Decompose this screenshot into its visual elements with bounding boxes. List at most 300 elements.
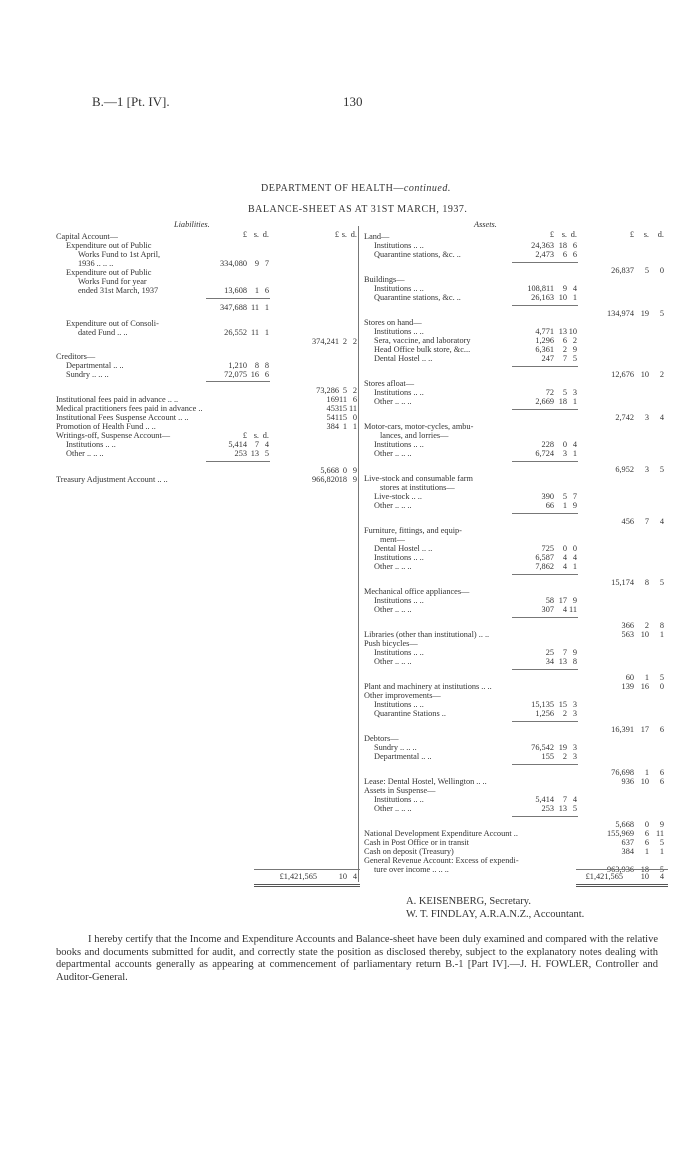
row-label: ment— bbox=[380, 535, 405, 544]
total-shillings: 11 bbox=[339, 395, 347, 404]
subtotal-rule bbox=[512, 461, 578, 462]
row-label: Sera, vaccine, and laboratory bbox=[374, 336, 471, 345]
row-label: Other .. .. .. bbox=[374, 501, 412, 510]
amount-pounds: 15,135 bbox=[531, 700, 554, 709]
total-pence: 9 bbox=[659, 820, 664, 829]
total-pounds: 155,969 bbox=[607, 829, 634, 838]
total-pounds: 456 bbox=[621, 517, 634, 526]
amount-pounds: 347,688 bbox=[220, 303, 247, 312]
column-divider bbox=[358, 226, 359, 882]
amount-pounds: 155 bbox=[541, 752, 554, 761]
row-label: Institutions .. .. bbox=[374, 795, 424, 804]
row-label: Institutions .. .. bbox=[374, 327, 424, 336]
amount-pounds: 24,363 bbox=[531, 241, 554, 250]
total-pounds: 6,952 bbox=[615, 465, 634, 474]
department-name: DEPARTMENT OF HEALTH— bbox=[261, 183, 404, 194]
total-shillings: 17 bbox=[640, 725, 649, 734]
total-pence: 0 bbox=[659, 682, 664, 691]
row-label: Lease: Dental Hostel, Wellington .. .. bbox=[364, 777, 487, 786]
row-label: Institutional fees paid in advance .. .. bbox=[56, 395, 179, 404]
subtotal-rule bbox=[512, 305, 578, 306]
amount-pounds: 307 bbox=[541, 605, 554, 614]
total-pounds: 26,837 bbox=[611, 266, 634, 275]
total-pence: 9 bbox=[352, 466, 357, 475]
total-pence: 1 bbox=[352, 422, 357, 431]
continued-label: continued. bbox=[403, 183, 451, 194]
total-pounds: 966,820 bbox=[312, 475, 339, 484]
amount-pounds: 6,361 bbox=[535, 345, 554, 354]
row-label: Works Fund for year bbox=[78, 277, 147, 286]
amount-pence: 6 bbox=[264, 286, 269, 295]
row-label: Assets in Suspense— bbox=[364, 786, 436, 795]
amount-pence: 8 bbox=[264, 361, 269, 370]
row-label: Other .. .. .. bbox=[374, 397, 412, 406]
row-label: Motor-cars, motor-cycles, ambu- bbox=[364, 422, 474, 431]
amount-shillings: s. bbox=[253, 431, 259, 440]
row-label: Other .. .. .. bbox=[374, 605, 412, 614]
total-shillings: 3 bbox=[644, 465, 649, 474]
row-label: Promotion of Health Fund .. .. bbox=[56, 422, 156, 431]
amount-pence: 4 bbox=[572, 284, 577, 293]
total-shillings: 1 bbox=[644, 673, 649, 682]
total-shillings: 18 bbox=[338, 475, 347, 484]
column-header: s. bbox=[643, 230, 649, 239]
row-label: Live-stock and consumable farm bbox=[364, 474, 473, 483]
amount-pence: d. bbox=[262, 431, 269, 440]
total-shillings: 6 bbox=[644, 838, 649, 847]
row-label: Sundry .. .. .. bbox=[374, 743, 417, 752]
amount-shillings: 7 bbox=[562, 795, 567, 804]
row-label: Institutions .. .. bbox=[374, 241, 424, 250]
row-label: Quarantine stations, &c. .. bbox=[374, 250, 461, 259]
total-pounds: 453 bbox=[326, 404, 339, 413]
amount-shillings: 6 bbox=[562, 336, 567, 345]
total-pence: 5 bbox=[659, 309, 664, 318]
amount-pounds: 1,210 bbox=[228, 361, 247, 370]
total-shillings: 3 bbox=[644, 413, 649, 422]
row-label: Quarantine Stations .. bbox=[374, 709, 446, 718]
column-header: £ bbox=[242, 230, 247, 239]
amount-pence: 9 bbox=[572, 648, 577, 657]
total-shillings: 19 bbox=[640, 309, 649, 318]
auditor-certificate: I hereby certify that the Income and Expenditure Accounts and Balance-sheet have been duly examined and compared with the relative books and documents submitted for audit, and correctly state the position as disclosed thereby, subject to the explanatory notes dealing with departmental accounts generally as appearing at commencement of parliamentary return B.-1 [Part IV].—J. H. FOWLER, Controller and Auditor-General. bbox=[56, 934, 658, 983]
row-label: Libraries (other than institutional) .. .. bbox=[364, 630, 490, 639]
row-label: Live-stock .. .. bbox=[374, 492, 422, 501]
amount-shillings: 6 bbox=[562, 250, 567, 259]
amount-pence: 9 bbox=[572, 345, 577, 354]
grand-total-rule bbox=[576, 869, 668, 870]
row-label: Works Fund to 1st April, bbox=[78, 250, 161, 259]
amount-pence: 0 bbox=[572, 544, 577, 553]
amount-shillings: 3 bbox=[562, 449, 567, 458]
amount-pence: 3 bbox=[572, 709, 577, 718]
total-pence: 6 bbox=[659, 725, 664, 734]
total-shillings: 7 bbox=[644, 517, 649, 526]
subtotal-rule bbox=[206, 298, 270, 299]
accountant-signature: W. T. FINDLAY, A.R.A.N.Z., Accountant. bbox=[406, 909, 585, 920]
amount-pence: 6 bbox=[264, 370, 269, 379]
amount-shillings: 2 bbox=[562, 709, 567, 718]
row-label: Institutional Fees Suspense Account .. .. bbox=[56, 413, 189, 422]
total-pounds: 12,676 bbox=[611, 370, 634, 379]
amount-pence: 10 bbox=[568, 327, 577, 336]
row-label: dated Fund .. .. bbox=[78, 328, 128, 337]
amount-pounds: 25 bbox=[545, 648, 554, 657]
grand-total-double-rule bbox=[254, 884, 360, 887]
column-header: £ bbox=[549, 230, 554, 239]
amount-pence: 3 bbox=[572, 752, 577, 761]
amount-pence: 11 bbox=[569, 605, 577, 614]
amount-pence: 2 bbox=[572, 336, 577, 345]
amount-pounds: 334,080 bbox=[220, 259, 247, 268]
total-shillings: 6 bbox=[644, 829, 649, 838]
amount-pounds: 26,552 bbox=[224, 328, 247, 337]
grand-total-rule bbox=[254, 869, 360, 870]
total-shillings: 5 bbox=[342, 386, 347, 395]
column-header: d. bbox=[262, 230, 269, 239]
amount-shillings: 11 bbox=[251, 328, 259, 337]
total-pence: 11 bbox=[349, 404, 357, 413]
amount-pounds: 2,473 bbox=[535, 250, 554, 259]
amount-pence: 9 bbox=[572, 596, 577, 605]
row-label: General Revenue Account: Excess of expendi- bbox=[364, 856, 519, 865]
amount-pence: 8 bbox=[572, 657, 577, 666]
subtotal-rule bbox=[512, 617, 578, 618]
total-shillings: 16 bbox=[640, 682, 649, 691]
amount-pounds: 34 bbox=[545, 657, 554, 666]
total-shillings: 2 bbox=[342, 337, 347, 346]
total-shillings: 1 bbox=[644, 847, 649, 856]
amount-pounds: £ bbox=[242, 431, 247, 440]
amount-pence: 5 bbox=[572, 804, 577, 813]
amount-pounds: 72,075 bbox=[224, 370, 247, 379]
total-pence: 9 bbox=[352, 475, 357, 484]
subtotal-rule bbox=[512, 721, 578, 722]
amount-shillings: 13 bbox=[250, 449, 259, 458]
total-shillings: 0 bbox=[342, 466, 347, 475]
row-label: Plant and machinery at institutions .. .. bbox=[364, 682, 492, 691]
assets-heading: Assets. bbox=[474, 220, 497, 229]
total-pounds: 541 bbox=[326, 413, 339, 422]
amount-shillings: 0 bbox=[562, 544, 567, 553]
row-label: Departmental .. .. bbox=[374, 752, 432, 761]
amount-pounds: 5,414 bbox=[228, 440, 247, 449]
row-label: stores at institutions— bbox=[380, 483, 455, 492]
row-label: Institutions .. .. bbox=[374, 596, 424, 605]
amount-pence: 6 bbox=[572, 241, 577, 250]
row-label: Cash in Post Office or in transit bbox=[364, 838, 469, 847]
total-pounds: 374,241 bbox=[312, 337, 339, 346]
amount-pounds: 13,608 bbox=[224, 286, 247, 295]
column-header: s. bbox=[253, 230, 259, 239]
amount-shillings: 9 bbox=[254, 259, 259, 268]
amount-pence: 1 bbox=[264, 303, 269, 312]
total-pounds: 73,286 bbox=[316, 386, 339, 395]
amount-shillings: 18 bbox=[558, 241, 567, 250]
total-shillings: 8 bbox=[644, 578, 649, 587]
row-label: Medical practitioners fees paid in advance .. bbox=[56, 404, 203, 413]
amount-shillings: 1 bbox=[254, 286, 259, 295]
amount-pounds: 2,669 bbox=[535, 397, 554, 406]
amount-pence: 4 bbox=[572, 440, 577, 449]
total-pence: 1 bbox=[659, 847, 664, 856]
amount-pence: 6 bbox=[572, 250, 577, 259]
row-label: Institutions .. .. bbox=[374, 553, 424, 562]
grand-total-pounds: £1,421,565 bbox=[585, 872, 623, 881]
row-label: lances, and lorries— bbox=[380, 431, 449, 440]
row-label: Sundry .. .. .. bbox=[66, 370, 109, 379]
subtotal-rule bbox=[512, 669, 578, 670]
total-pounds: 15,174 bbox=[611, 578, 634, 587]
amount-pence: 1 bbox=[572, 449, 577, 458]
balance-sheet-title: BALANCE-SHEET AS AT 31ST MARCH, 1937. bbox=[248, 204, 468, 215]
row-label: Institutions .. .. bbox=[374, 700, 424, 709]
amount-shillings: 11 bbox=[251, 303, 259, 312]
subtotal-rule bbox=[512, 764, 578, 765]
row-label: Institutions .. .. bbox=[374, 388, 424, 397]
row-label: Other .. .. .. bbox=[374, 562, 412, 571]
amount-shillings: 2 bbox=[562, 752, 567, 761]
row-label: Head Office bulk store, &c... bbox=[374, 345, 471, 354]
amount-shillings: 7 bbox=[254, 440, 259, 449]
total-shillings: 2 bbox=[644, 621, 649, 630]
page-number: 130 bbox=[343, 94, 363, 109]
total-pounds: 16,391 bbox=[611, 725, 634, 734]
amount-pence: 4 bbox=[264, 440, 269, 449]
amount-pence: 1 bbox=[264, 328, 269, 337]
total-pounds: 384 bbox=[326, 422, 339, 431]
total-pence: 5 bbox=[659, 465, 664, 474]
amount-pence: 3 bbox=[572, 743, 577, 752]
amount-pence: 1 bbox=[572, 293, 577, 302]
row-label: Capital Account— bbox=[56, 232, 118, 241]
total-shillings: 10 bbox=[640, 777, 649, 786]
amount-pence: 7 bbox=[264, 259, 269, 268]
total-pounds: 139 bbox=[621, 682, 634, 691]
total-pence: 11 bbox=[656, 829, 664, 838]
amount-shillings: 8 bbox=[254, 361, 259, 370]
row-label: Departmental .. .. bbox=[66, 361, 124, 370]
total-pence: 0 bbox=[659, 266, 664, 275]
row-label: Mechanical office appliances— bbox=[364, 587, 470, 596]
amount-shillings: 5 bbox=[562, 388, 567, 397]
amount-pence: 9 bbox=[572, 501, 577, 510]
row-label: Quarantine stations, &c. .. bbox=[374, 293, 461, 302]
amount-shillings: 15 bbox=[558, 700, 567, 709]
row-label: Expenditure out of Consoli- bbox=[66, 319, 159, 328]
row-label: Institutions .. .. bbox=[66, 440, 116, 449]
row-label: Push bicycles— bbox=[364, 639, 418, 648]
total-pence: 5 bbox=[659, 865, 664, 874]
column-header: d. bbox=[570, 230, 577, 239]
grand-total-double-rule bbox=[576, 884, 668, 887]
row-label: Debtors— bbox=[364, 734, 399, 743]
amount-pounds: 72 bbox=[545, 388, 554, 397]
amount-shillings: 4 bbox=[562, 605, 567, 614]
row-label: Other .. .. .. bbox=[374, 804, 412, 813]
row-label: Expenditure out of Public bbox=[66, 268, 152, 277]
amount-shillings: 13 bbox=[558, 804, 567, 813]
column-header: d. bbox=[657, 230, 664, 239]
row-label: Other improvements— bbox=[364, 691, 441, 700]
total-pounds: 5,668 bbox=[615, 820, 634, 829]
subtotal-rule bbox=[512, 262, 578, 263]
amount-shillings: 17 bbox=[558, 596, 567, 605]
amount-pounds: 66 bbox=[545, 501, 554, 510]
row-label: Institutions .. .. bbox=[374, 440, 424, 449]
amount-pounds: 1,296 bbox=[535, 336, 554, 345]
total-shillings: 18 bbox=[640, 865, 649, 874]
subtotal-rule bbox=[512, 513, 578, 514]
amount-pence: 5 bbox=[572, 354, 577, 363]
total-pence: 8 bbox=[659, 621, 664, 630]
row-label: ended 31st March, 1937 bbox=[78, 286, 159, 295]
row-label: Institutions .. .. bbox=[374, 284, 424, 293]
amount-shillings: 7 bbox=[562, 648, 567, 657]
grand-total-shillings: 10 bbox=[338, 872, 347, 881]
row-label: Other .. .. .. bbox=[374, 449, 412, 458]
amount-pence: 4 bbox=[572, 553, 577, 562]
amount-pounds: 7,862 bbox=[535, 562, 554, 571]
amount-shillings: 13 bbox=[558, 657, 567, 666]
row-label: Expenditure out of Public bbox=[66, 241, 152, 250]
amount-pounds: 5,414 bbox=[535, 795, 554, 804]
total-pounds: 563 bbox=[621, 630, 634, 639]
amount-pence: 3 bbox=[572, 700, 577, 709]
subtotal-rule bbox=[512, 366, 578, 367]
subtotal-rule bbox=[512, 816, 578, 817]
total-pence: 5 bbox=[659, 673, 664, 682]
row-label: Stores on hand— bbox=[364, 318, 422, 327]
total-pence: 4 bbox=[659, 413, 664, 422]
row-label: Other .. .. .. bbox=[374, 657, 412, 666]
total-shillings: 1 bbox=[342, 422, 347, 431]
department-title bbox=[261, 183, 451, 194]
amount-shillings: 18 bbox=[558, 397, 567, 406]
amount-pounds: 247 bbox=[541, 354, 554, 363]
amount-shillings: 0 bbox=[562, 440, 567, 449]
total-pounds: 963,936 bbox=[607, 865, 634, 874]
amount-pounds: 6,724 bbox=[535, 449, 554, 458]
row-label: ture over income .. .. .. bbox=[374, 865, 449, 874]
amount-pounds: 6,587 bbox=[535, 553, 554, 562]
grand-total-shillings: 10 bbox=[640, 872, 649, 881]
total-pence: 6 bbox=[352, 395, 357, 404]
total-shillings: 1 bbox=[644, 768, 649, 777]
amount-shillings: 13 bbox=[558, 327, 567, 336]
total-pounds: 2,742 bbox=[615, 413, 634, 422]
amount-pounds: 4,771 bbox=[535, 327, 554, 336]
column-header: £ bbox=[629, 230, 634, 239]
amount-shillings: 1 bbox=[562, 501, 567, 510]
total-pounds: 936 bbox=[621, 777, 634, 786]
row-label: Dental Hostel .. .. bbox=[374, 354, 433, 363]
amount-pence: 5 bbox=[264, 449, 269, 458]
row-label: 1936 .. .. .. bbox=[78, 259, 114, 268]
row-label: Stores afloat— bbox=[364, 379, 415, 388]
total-shillings: 15 bbox=[338, 413, 347, 422]
grand-total-pence: 4 bbox=[352, 872, 357, 881]
subtotal-rule bbox=[206, 461, 270, 462]
total-pence: 4 bbox=[659, 517, 664, 526]
amount-shillings: 4 bbox=[562, 562, 567, 571]
amount-pounds: 1,256 bbox=[535, 709, 554, 718]
row-label: Creditors— bbox=[56, 352, 96, 361]
row-label: Cash on deposit (Treasury) bbox=[364, 847, 454, 856]
row-label: National Development Expenditure Account .. bbox=[364, 829, 518, 838]
amount-pounds: 253 bbox=[234, 449, 247, 458]
total-pounds: 134,974 bbox=[607, 309, 634, 318]
subtotal-rule bbox=[206, 381, 270, 382]
amount-pounds: 725 bbox=[541, 544, 554, 553]
row-label: Furniture, fittings, and equip- bbox=[364, 526, 462, 535]
total-pounds: 384 bbox=[621, 847, 634, 856]
amount-pounds: 390 bbox=[541, 492, 554, 501]
grand-total-pounds: £1,421,565 bbox=[279, 872, 317, 881]
amount-pounds: 58 bbox=[545, 596, 554, 605]
total-pounds: 60 bbox=[625, 673, 634, 682]
amount-pounds: 76,542 bbox=[531, 743, 554, 752]
total-shillings: 15 bbox=[338, 404, 347, 413]
total-shillings: 0 bbox=[644, 820, 649, 829]
row-label: Buildings— bbox=[364, 275, 405, 284]
amount-pounds: 253 bbox=[541, 804, 554, 813]
amount-shillings: 16 bbox=[250, 370, 259, 379]
column-header: d. bbox=[350, 230, 357, 239]
amount-shillings: 9 bbox=[562, 284, 567, 293]
total-pounds: 76,698 bbox=[611, 768, 634, 777]
total-pence: 5 bbox=[659, 578, 664, 587]
amount-pence: 4 bbox=[572, 795, 577, 804]
total-pence: 1 bbox=[659, 630, 664, 639]
amount-pence: 7 bbox=[572, 492, 577, 501]
secretary-signature: A. KEISENBERG, Secretary. bbox=[406, 896, 532, 907]
subtotal-rule bbox=[512, 574, 578, 575]
total-pence: 0 bbox=[352, 413, 357, 422]
amount-shillings: 2 bbox=[562, 345, 567, 354]
amount-pence: 3 bbox=[572, 388, 577, 397]
amount-pence: 1 bbox=[572, 397, 577, 406]
report-reference: B.—1 [Pt. IV]. bbox=[92, 94, 170, 109]
column-header: s. bbox=[341, 230, 347, 239]
total-pounds: 169 bbox=[326, 395, 339, 404]
amount-shillings: 5 bbox=[562, 492, 567, 501]
row-label: Land— bbox=[364, 232, 390, 241]
subtotal-rule bbox=[512, 409, 578, 410]
row-label: Dental Hostel .. .. bbox=[374, 544, 433, 553]
total-pence: 2 bbox=[352, 337, 357, 346]
column-header: s. bbox=[561, 230, 567, 239]
total-pence: 6 bbox=[659, 777, 664, 786]
total-shillings: 10 bbox=[640, 370, 649, 379]
total-pence: 2 bbox=[352, 386, 357, 395]
amount-shillings: 10 bbox=[558, 293, 567, 302]
amount-shillings: 4 bbox=[562, 553, 567, 562]
total-pence: 2 bbox=[659, 370, 664, 379]
row-label: Treasury Adjustment Account .. .. bbox=[56, 475, 168, 484]
total-shillings: 10 bbox=[640, 630, 649, 639]
amount-pence: 1 bbox=[572, 562, 577, 571]
row-label: Writings-off, Suspense Account— bbox=[56, 431, 171, 440]
amount-pounds: 108,811 bbox=[527, 284, 554, 293]
row-label: Other .. .. .. bbox=[66, 449, 104, 458]
total-pence: 5 bbox=[659, 838, 664, 847]
column-header: £ bbox=[334, 230, 339, 239]
total-pence: 6 bbox=[659, 768, 664, 777]
amount-shillings: 19 bbox=[558, 743, 567, 752]
amount-pounds: 26,163 bbox=[531, 293, 554, 302]
row-label: Institutions .. .. bbox=[374, 648, 424, 657]
